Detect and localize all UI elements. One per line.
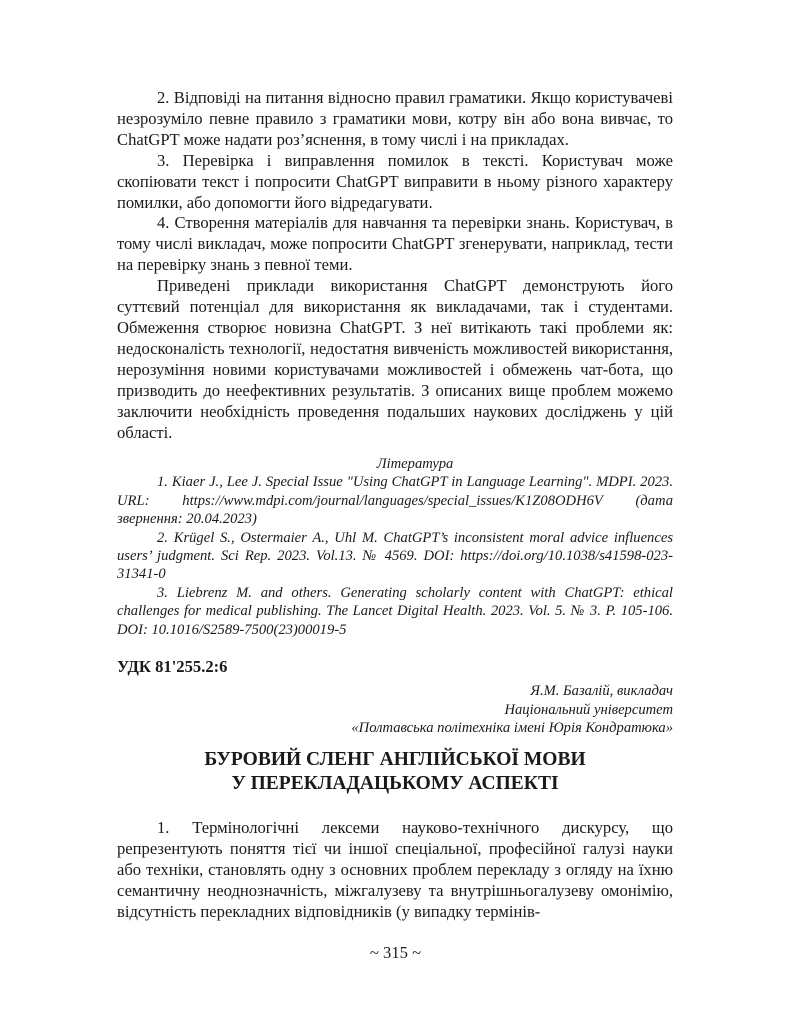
previous-article-body xyxy=(117,88,673,443)
page-number: ~ 315 ~ xyxy=(369,943,422,962)
author-affiliation: «Полтавська політехніка імені Юрія Кондратюка» xyxy=(351,720,673,737)
article-body xyxy=(117,818,673,923)
title-line: БУРОВИЙ СЛЕНГ АНГЛІЙСЬКОЇ МОВИ xyxy=(204,749,586,770)
title-line: У ПЕРЕКЛАДАЦЬКОМУ АСПЕКТІ xyxy=(231,773,559,794)
paragraph: 1. Термінологічні лексеми науково-технічного дискурсу, що репрезентують поняття тієї чи іншої спеціальної, професійної галузі науки або техніки, становлять одну з основних проблем перекладу з огляду на їхню семантичну неоднозначність, міжгалузеву та внутрішньогалузеву омонімію, відсутність перекладних відповідників (у випадку термінів- xyxy=(117,818,673,921)
author-name: Я.М. Базалій, викладач xyxy=(530,683,673,699)
reference-item: 3. Liebrenz M. and others. Generating scholarly content with ChatGPT: ethical challenges for medical publishing. The Lancet Digital Health. 2023. Vol. 5. № 3. P. 105-106. DOI: 10.1016/S2589-7500(23)00019-5 xyxy=(117,584,673,638)
article-title xyxy=(117,748,673,796)
paragraph: Приведені приклади використання ChatGPT демонструють його суттєвий потенціал для використання як викладачами, так і студентами. Обмеження створює новизна ChatGPT. З неї витікають такі проблеми як: недосконаліcть технології, недостатня вивченість можливостей використання, нерозуміння новими користувачами можливостей і обмежень чат-бота, що призводить до неефективних результатів. З описаних вище проблем можемо заключити необхідність проведення подальших наукових досліджень у цій області. xyxy=(117,276,673,442)
references-heading: Література xyxy=(376,456,454,472)
udk-code: УДК 81'255.2:6 xyxy=(117,657,228,676)
author-affiliation: Національний університет xyxy=(504,701,673,718)
reference-item: 1. Kiaer J., Lee J. Special Issue "Using ChatGPT in Language Learning". MDPI. 2023. URL: https://www.mdpi.com/journal/languages/special_issues/K1Z08ODH6V (дата звернення: 20.04.2023) xyxy=(117,474,673,528)
paragraph: 4. Створення матеріалів для навчання та перевірки знань. Користувач, в тому числі викладач, може попросити ChatGPT згенерувати, наприклад, тести на перевірку знань з певної теми. xyxy=(117,213,673,275)
references-section xyxy=(117,455,673,639)
paragraph: 3. Перевірка і виправлення помилок в тексті. Користувач може скопіювати текст і попросити ChatGPT виправити в ньому різного характеру помилки, або допомогти його відредагувати. xyxy=(117,150,673,212)
reference-item: 2. Krügel S., Ostermaier A., Uhl M. ChatGPT’s inconsistent moral advice influences users’ judgment. Sci Rep. 2023. Vol.13. № 4569. DOI: https://doi.org/10.1038/s41598-023-31341-0 xyxy=(117,529,673,583)
paragraph: 2. Відповіді на питання відносно правил граматики. Якщо користувачеві незрозуміло певне правило з граматики мови, котру він або вона вивчає, то ChatGPT може надати роз’яснення, в тому числі і на прикладах. xyxy=(117,88,673,149)
author-block xyxy=(351,682,673,738)
